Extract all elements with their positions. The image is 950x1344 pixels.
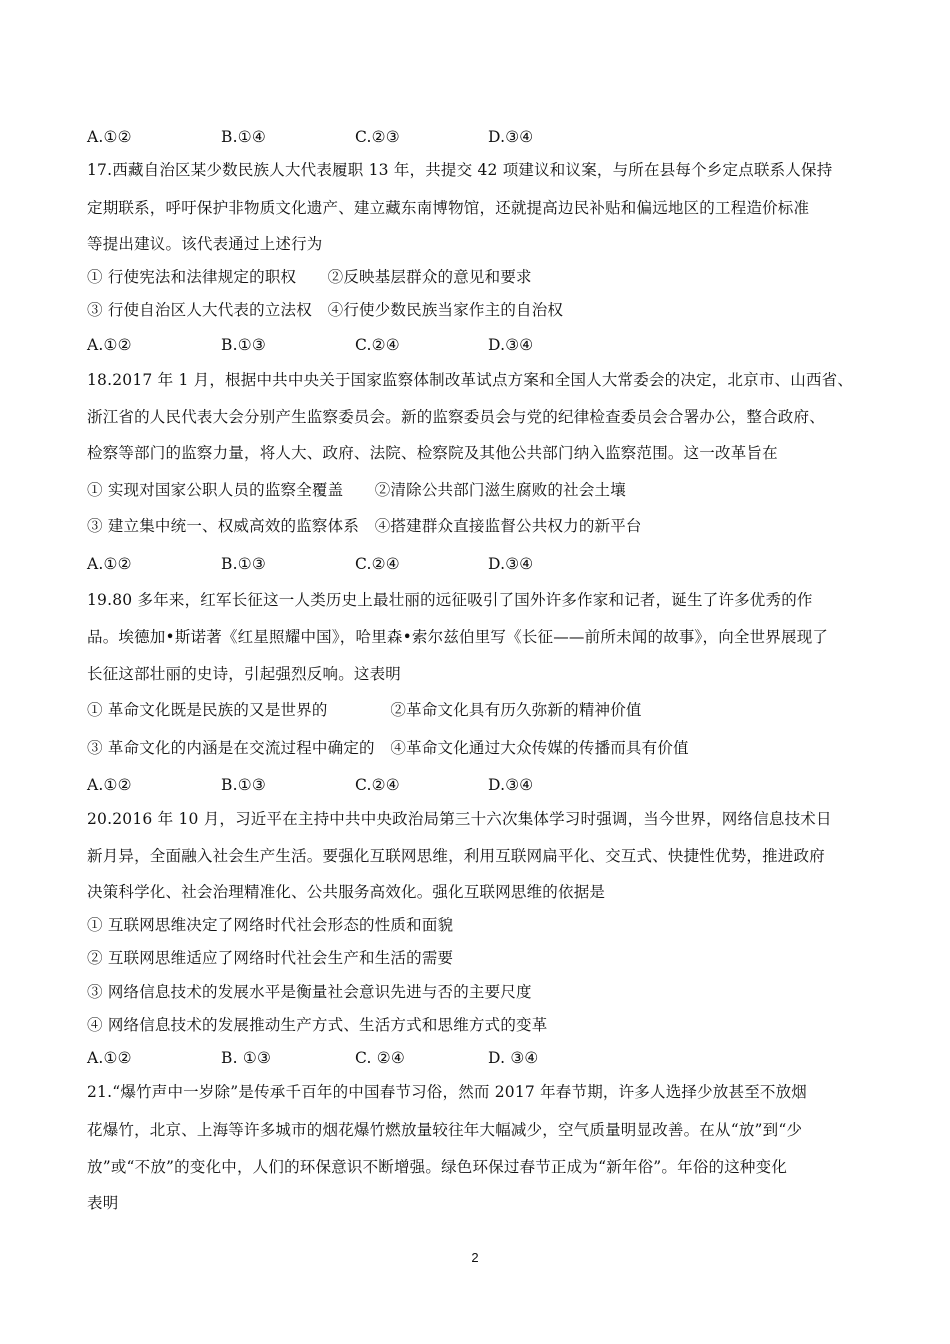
- question-19-stem-line: 19.80 多年来，红军长征这一人类历史上最壮丽的远征吸引了国外许多作家和记者，诞生了许多优秀的作: [87, 591, 813, 609]
- option-c: C.②③: [355, 128, 400, 146]
- question-20-item: ① 互联网思维决定了网络时代社会形态的性质和面貌: [87, 916, 454, 934]
- option-c: C.②④: [355, 776, 400, 794]
- page-number: 2: [471, 1250, 479, 1265]
- question-17-stem-line: 等提出建议。该代表通过上述行为: [87, 235, 323, 253]
- question-20-item: ③ 网络信息技术的发展水平是衡量社会意识先进与否的主要尺度: [87, 983, 532, 1001]
- question-18-item: ③ 建立集中统一、权威高效的监察体系 ④搭建群众直接监督公共权力的新平台: [87, 517, 642, 535]
- option-a: A.①②: [87, 1049, 132, 1067]
- option-d: D.③④: [488, 128, 534, 146]
- question-19-item: ③ 革命文化的内涵是在交流过程中确定的 ④革命文化通过大众传媒的传播而具有价值: [87, 739, 689, 757]
- option-b: B. ①③: [221, 1049, 272, 1067]
- option-a: A.①②: [87, 776, 132, 794]
- option-d: D.③④: [488, 776, 534, 794]
- option-a: A.①②: [87, 128, 132, 146]
- question-17-item: ③ 行使自治区人大代表的立法权 ④行使少数民族当家作主的自治权: [87, 301, 564, 319]
- option-d: D. ③④: [488, 1049, 539, 1067]
- question-18-stem-line: 浙江省的人民代表大会分别产生监察委员会。新的监察委员会与党的纪律检查委员会合署办公，整合政府、: [87, 408, 825, 426]
- question-20-stem-line: 20.2016 年 10 月，习近平在主持中共中央政治局第三十六次集体学习时强调，当今世界，网络信息技术日: [87, 810, 832, 828]
- question-18-stem-line: 检察等部门的监察力量，将人大、政府、法院、检察院及其他公共部门纳入监察范围。这一改革旨在: [87, 444, 778, 462]
- question-17-stem-line: 17.西藏自治区某少数民族人大代表履职 13 年，共提交 42 项建议和议案，与所在县每个乡定点联系人保持: [87, 161, 833, 179]
- question-17-item: ① 行使宪法和法律规定的职权 ②反映基层群众的意见和要求: [87, 268, 532, 286]
- question-19-stem-line: 长征这部壮丽的史诗，引起强烈反响。这表明: [87, 665, 402, 683]
- question-20-item: ② 互联网思维适应了网络时代社会生产和生活的需要: [87, 949, 454, 967]
- question-20-item: ④ 网络信息技术的发展推动生产方式、生活方式和思维方式的变革: [87, 1016, 548, 1034]
- question-20-stem-line: 决策科学化、社会治理精准化、公共服务高效化。强化互联网思维的依据是: [87, 883, 606, 901]
- option-c: C.②④: [355, 336, 400, 354]
- question-18-stem-line: 18.2017 年 1 月，根据中共中央关于国家监察体制改革试点方案和全国人大常委会的决定，北京市、山西省、: [87, 371, 854, 389]
- question-21-stem-line: 花爆竹，北京、上海等许多城市的烟花爆竹燃放量较往年大幅减少，空气质量明显改善。在从“放”到“少: [87, 1121, 803, 1139]
- option-d: D.③④: [488, 336, 534, 354]
- question-19-item: ① 革命文化既是民族的又是世界的 ②革命文化具有历久弥新的精神价值: [87, 701, 642, 719]
- question-21-stem-line: 表明: [87, 1194, 119, 1212]
- option-b: B.①③: [221, 555, 266, 573]
- option-b: B.①③: [221, 336, 266, 354]
- option-a: A.①②: [87, 336, 132, 354]
- option-b: B.①③: [221, 776, 266, 794]
- option-a: A.①②: [87, 555, 132, 573]
- question-21-stem-line: 放”或“不放”的变化中，人们的环保意识不断增强。绿色环保过春节正成为“新年俗”。年俗的这种变化: [87, 1158, 788, 1176]
- option-d: D.③④: [488, 555, 534, 573]
- option-c: C. ②④: [355, 1049, 405, 1067]
- question-17-stem-line: 定期联系，呼吁保护非物质文化遗产、建立藏东南博物馆，还就提高边民补贴和偏远地区的工程造价标准: [87, 199, 810, 217]
- question-21-stem-line: 21.“爆竹声中一岁除”是传承千百年的中国春节习俗，然而 2017 年春节期，许多人选择少放甚至不放烟: [87, 1083, 808, 1101]
- option-c: C.②④: [355, 555, 400, 573]
- question-19-stem-line: 品。埃德加•斯诺著《红星照耀中国》，哈里森•索尔兹伯里写《长征——前所未闻的故事》，向全世界展现了: [87, 628, 829, 646]
- question-20-stem-line: 新月异，全面融入社会生产生活。要强化互联网思维，利用互联网扁平化、交互式、快捷性优势，推进政府: [87, 847, 825, 865]
- question-18-item: ① 实现对国家公职人员的监察全覆盖 ②清除公共部门滋生腐败的社会土壤: [87, 481, 626, 499]
- option-b: B.①④: [221, 128, 266, 146]
